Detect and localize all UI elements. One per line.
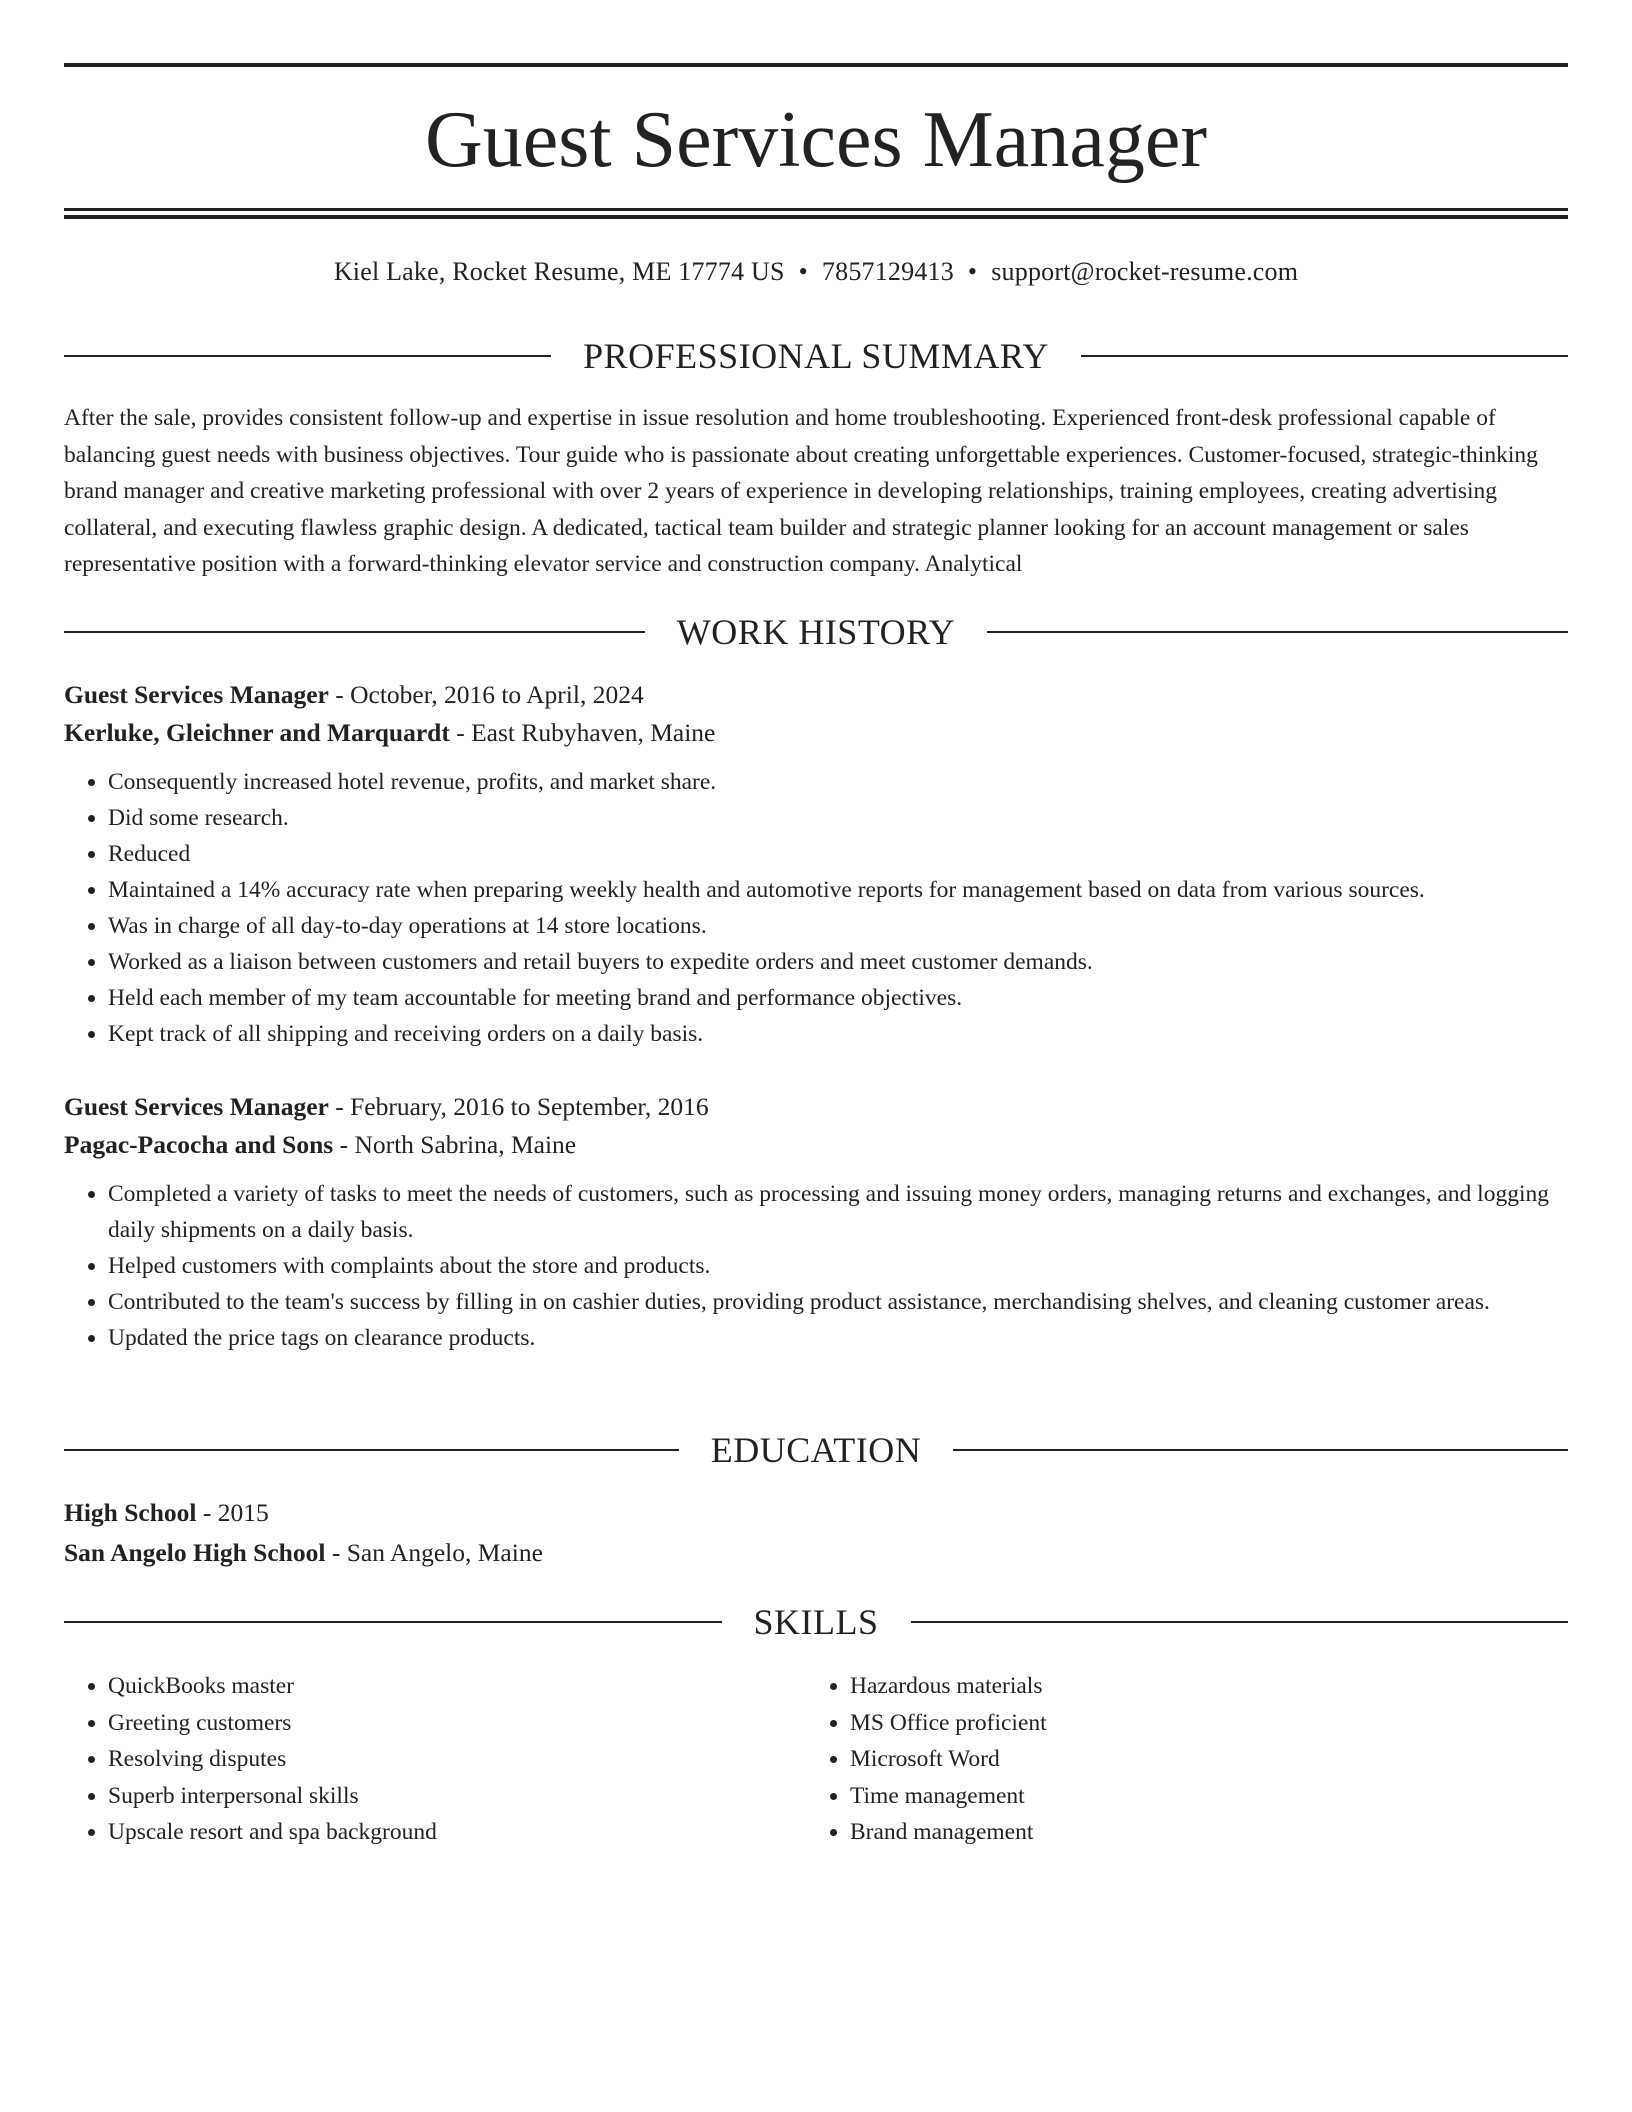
dash: - bbox=[202, 1498, 212, 1527]
skill-item: • QuickBooks master bbox=[108, 1668, 806, 1705]
summary-text: After the sale, provides consistent follow-up and expertise in issue resolution and home troubleshooting. Experienced front-desk professional capable of balancing guest needs with business objectives. Tour guide who is passionate about creating unforgettable experiences. Customer-focused, strategic-thinking brand manager and creative marketing professional with over 2 years of experience in developing relationships, training employees, creating advertising collateral, and executing flawless graphic design. A dedicated, tactical team builder and strategic planner looking for an account management or sales representative position with a forward-thinking elevator service and construction company. Analytical bbox=[64, 405, 1538, 577]
dash: - bbox=[335, 1092, 344, 1121]
education-entry bbox=[64, 1494, 1568, 1572]
education-school-line bbox=[64, 1534, 1568, 1572]
job-entry bbox=[64, 676, 1568, 1052]
skills-list-right bbox=[806, 1668, 1548, 1851]
heading-rule bbox=[911, 1621, 1569, 1623]
bullet-item: • Consequently increased hotel revenue, profits, and market share. bbox=[108, 764, 1568, 800]
section-heading-work-history bbox=[64, 610, 1568, 654]
contact-email: support@rocket-resume.com bbox=[991, 257, 1299, 286]
heading-rule bbox=[1081, 355, 1568, 357]
section-heading-education bbox=[64, 1428, 1568, 1472]
heading-rule bbox=[64, 1621, 722, 1623]
bullet-item: • Kept track of all shipping and receiving orders on a daily basis. bbox=[108, 1016, 1568, 1052]
contact-phone: 7857129413 bbox=[821, 257, 954, 286]
skills-list-left bbox=[64, 1668, 806, 1851]
job-dates: October, 2016 to April, 2024 bbox=[350, 680, 644, 709]
section-title: WORK HISTORY bbox=[676, 612, 956, 652]
job-title: Guest Services Manager bbox=[64, 680, 329, 709]
job-bullets bbox=[64, 764, 1568, 1052]
bullet-item: • Helped customers with complaints about the store and products. bbox=[108, 1248, 1568, 1284]
job-dates: February, 2016 to September, 2016 bbox=[350, 1092, 709, 1121]
job-title-line bbox=[64, 1088, 1568, 1126]
job-title: Guest Services Manager bbox=[64, 1092, 329, 1121]
job-company-line bbox=[64, 1126, 1568, 1164]
job-title-line bbox=[64, 676, 1568, 714]
bullet-item: • Maintained a 14% accuracy rate when preparing weekly health and automotive reports for management based on data from various sources. bbox=[108, 872, 1568, 908]
bullet-item: • Worked as a liaison between customers and retail buyers to expedite orders and meet customer demands. bbox=[108, 944, 1568, 980]
education-location: San Angelo, Maine bbox=[346, 1538, 543, 1567]
skill-item: • Time management bbox=[850, 1778, 1548, 1815]
skills-columns bbox=[64, 1668, 1568, 1851]
dash: - bbox=[335, 680, 344, 709]
contact-line bbox=[64, 254, 1568, 290]
job-company-line bbox=[64, 714, 1568, 752]
skill-item: • Superb interpersonal skills bbox=[108, 1778, 806, 1815]
job-company: Pagac-Pacocha and Sons bbox=[64, 1130, 334, 1159]
education-degree-line bbox=[64, 1494, 1568, 1532]
skill-item: • Resolving disputes bbox=[108, 1741, 806, 1778]
dash: - bbox=[456, 718, 465, 747]
resume-title: Guest Services Manager bbox=[425, 96, 1207, 184]
bullet-item: • Updated the price tags on clearance products. bbox=[108, 1320, 1568, 1356]
skill-item: • Upscale resort and spa background bbox=[108, 1814, 806, 1851]
bullet-item: • Reduced bbox=[108, 836, 1568, 872]
bullet-item: • Contributed to the team's success by filling in on cashier duties, providing product assistance, merchandising shelves, and cleaning customer areas. bbox=[108, 1284, 1568, 1320]
bullet-item: • Was in charge of all day-to-day operations at 14 store locations. bbox=[108, 908, 1568, 944]
job-location: North Sabrina, Maine bbox=[354, 1130, 577, 1159]
skill-item: • Microsoft Word bbox=[850, 1741, 1548, 1778]
dash: - bbox=[331, 1538, 341, 1567]
bullet-item: • Held each member of my team accountable for meeting brand and performance objectives. bbox=[108, 980, 1568, 1016]
section-title: PROFESSIONAL SUMMARY bbox=[583, 336, 1049, 376]
skill-item: • MS Office proficient bbox=[850, 1705, 1548, 1742]
contact-address: Kiel Lake, Rocket Resume, ME 17774 US bbox=[333, 257, 785, 286]
heading-rule bbox=[64, 355, 551, 357]
job-location: East Rubyhaven, Maine bbox=[471, 718, 716, 747]
title-double-rule bbox=[64, 208, 1568, 219]
section-title: SKILLS bbox=[753, 1602, 879, 1642]
dash: - bbox=[339, 1130, 349, 1159]
contact-separator: • bbox=[967, 257, 978, 286]
heading-rule bbox=[987, 631, 1568, 633]
contact-separator: • bbox=[798, 257, 808, 286]
bullet-item: • Did some research. bbox=[108, 800, 1568, 836]
section-heading-summary bbox=[64, 334, 1568, 378]
education-school: San Angelo High School bbox=[64, 1538, 326, 1567]
top-rule bbox=[64, 63, 1568, 67]
job-bullets bbox=[64, 1176, 1568, 1356]
bullet-item: • Completed a variety of tasks to meet the needs of customers, such as processing and issuing money orders, managing returns and exchanges, and logging daily shipments on a daily basis. bbox=[108, 1176, 1568, 1248]
skill-item: • Greeting customers bbox=[108, 1705, 806, 1742]
job-entry bbox=[64, 1088, 1568, 1356]
skill-item: • Brand management bbox=[850, 1814, 1548, 1851]
education-degree: High School bbox=[64, 1498, 197, 1527]
education-year: 2015 bbox=[217, 1498, 269, 1527]
heading-rule bbox=[953, 1449, 1568, 1451]
heading-rule bbox=[64, 631, 645, 633]
heading-rule bbox=[64, 1449, 679, 1451]
section-title: EDUCATION bbox=[710, 1430, 922, 1470]
job-company: Kerluke, Gleichner and Marquardt bbox=[64, 718, 450, 747]
section-heading-skills bbox=[64, 1600, 1568, 1644]
skill-item: • Hazardous materials bbox=[850, 1668, 1548, 1705]
